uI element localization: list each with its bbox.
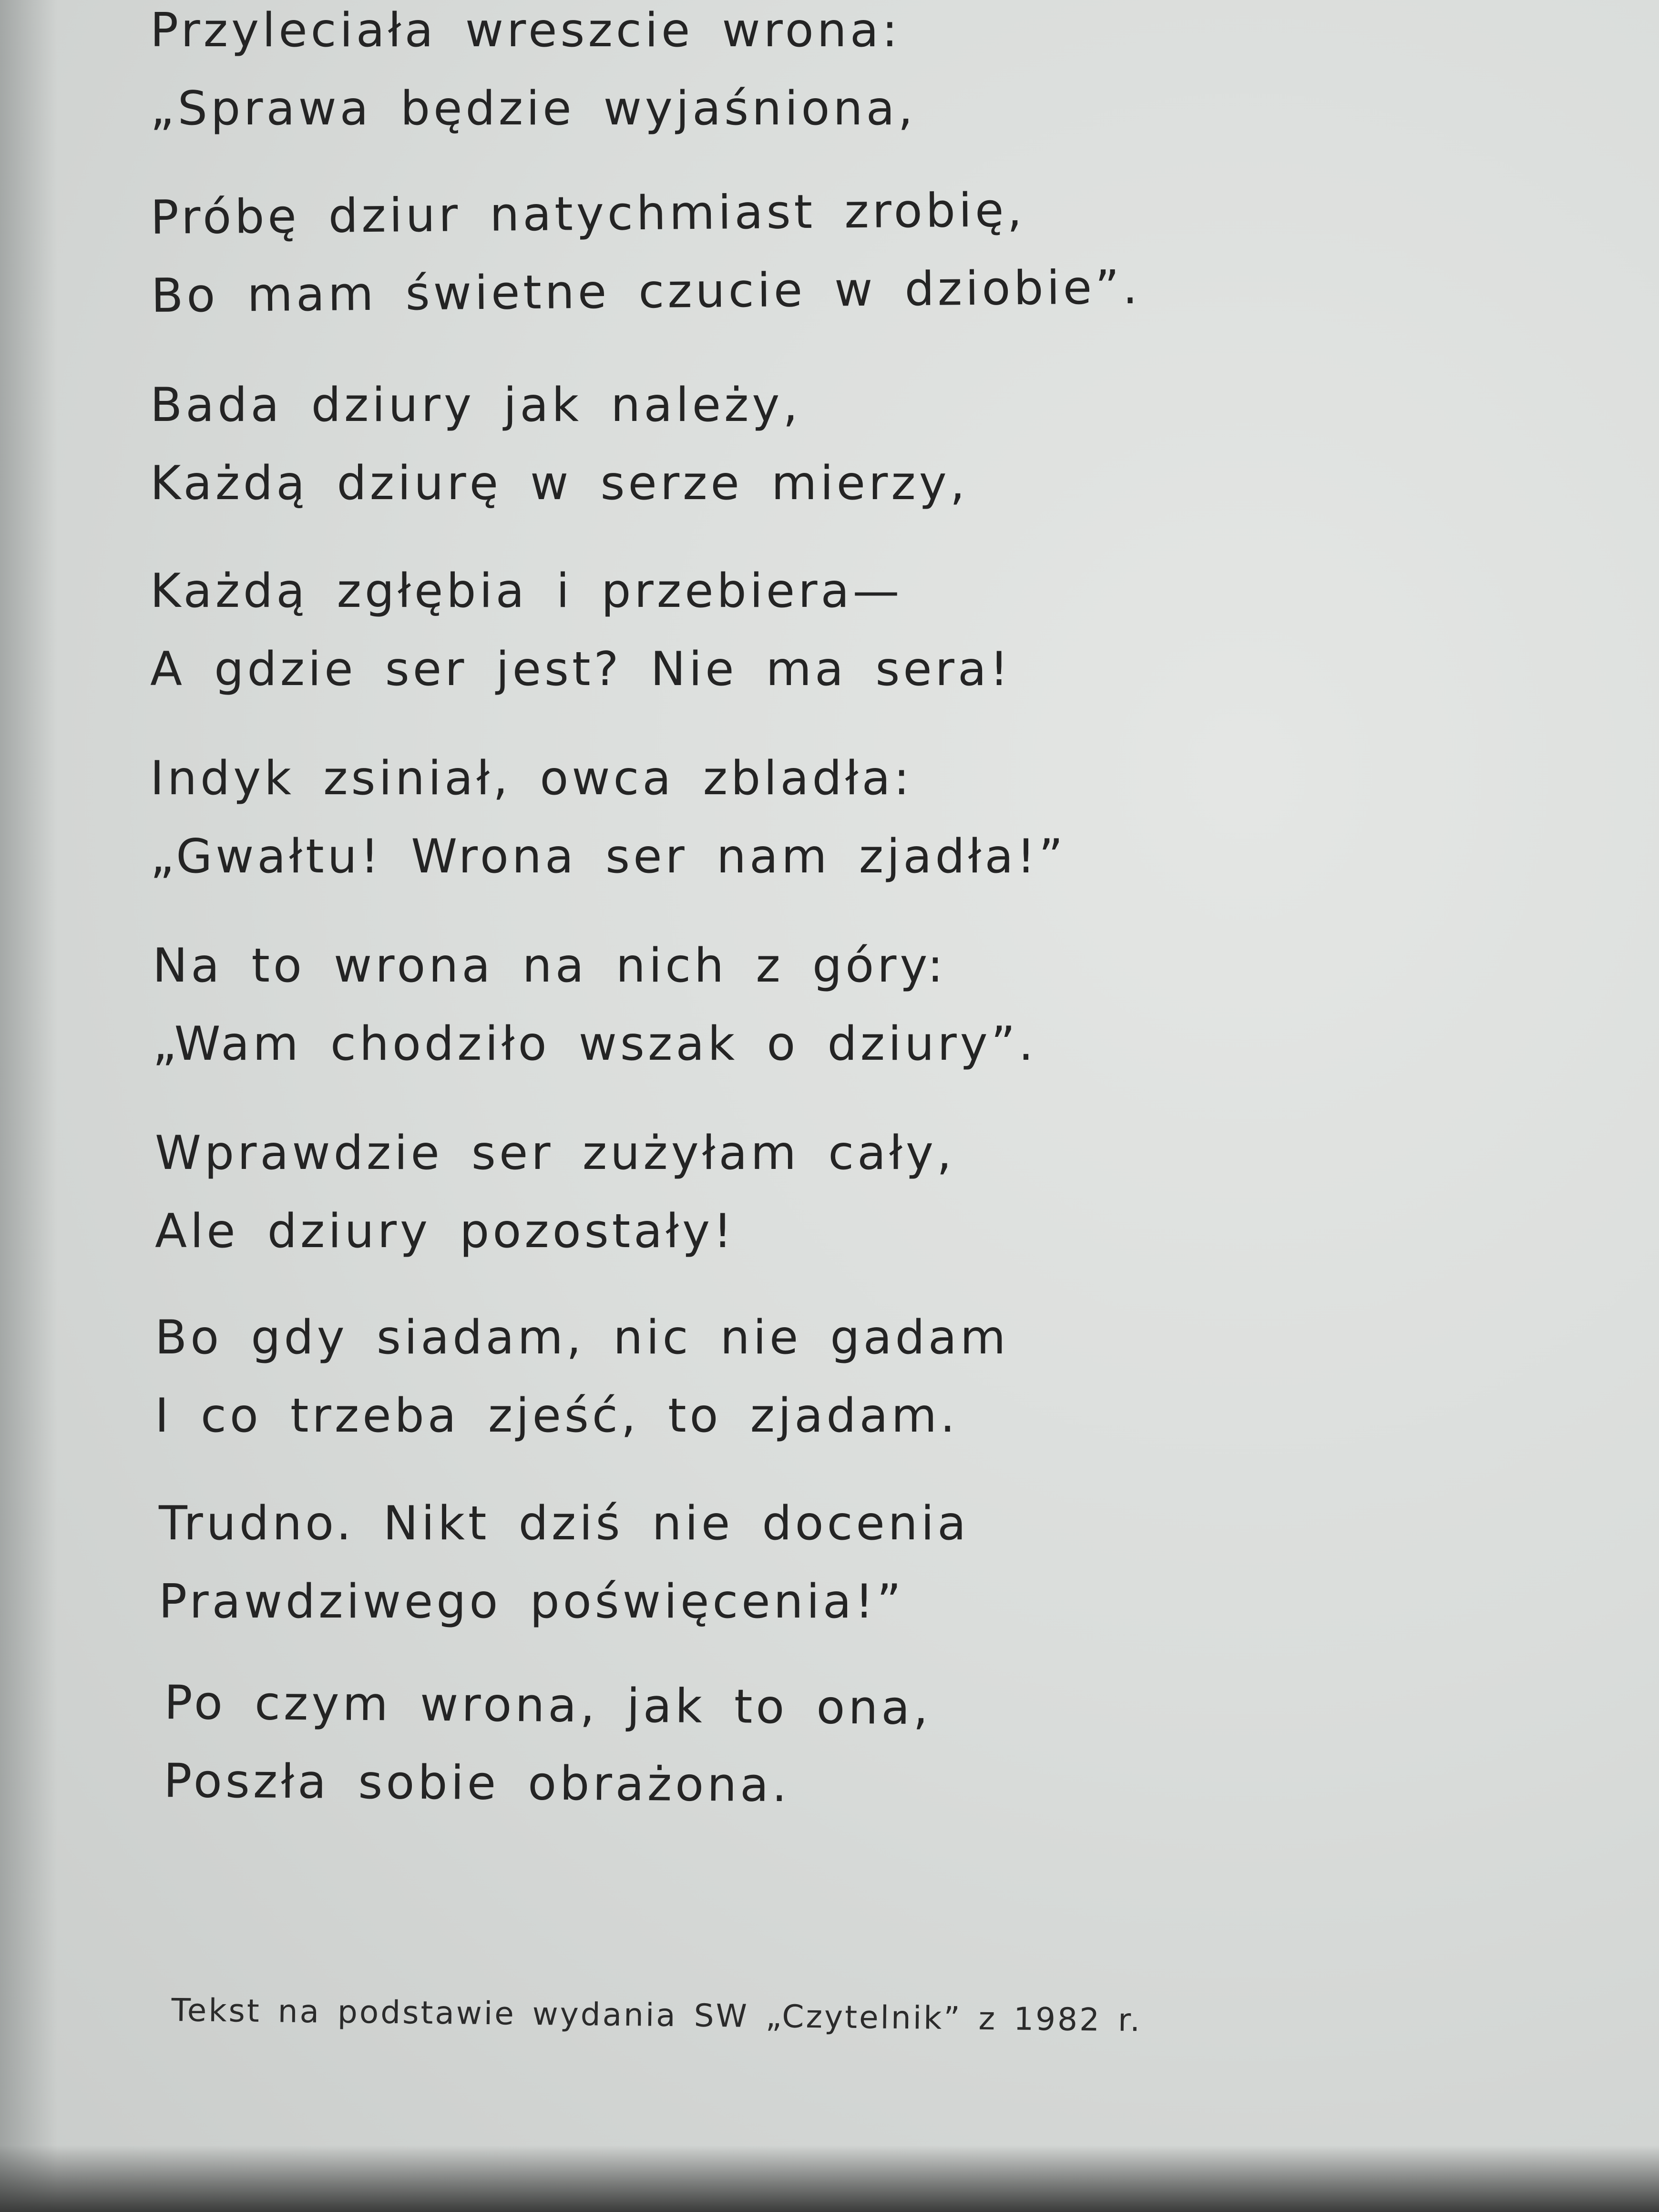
stanza-8 — [155, 1299, 1442, 1455]
poem-line: I co trzeba zjeść, to zjadam. — [155, 1389, 959, 1443]
poem-line: Prawdziwego poświęcenia!” — [159, 1575, 905, 1629]
poem-line: Bada dziury jak należy, — [150, 378, 801, 432]
poem-line: Każdą dziurę w serze mierzy, — [150, 456, 968, 511]
poem-line: „Wam chodziło wszak o dziury”. — [153, 1017, 1037, 1071]
poem-line: Indyk zsiniał, owca zbladła: — [150, 751, 913, 806]
poem-line: Trudno. Nikt dziś nie docenia — [159, 1496, 970, 1551]
stanza-7 — [155, 1114, 1442, 1270]
poem-line: „Sprawa będzie wyjaśniona, — [150, 82, 916, 136]
stanza-6 — [153, 927, 1440, 1083]
poem-line: Przyleciała wreszcie wrona: — [150, 3, 901, 58]
poem-line: Ale dziury pozostały! — [155, 1204, 736, 1259]
stanza-1 — [150, 0, 1437, 148]
stanza-9 — [159, 1485, 1446, 1641]
stanza-2 — [150, 167, 1439, 335]
poem-line: Na to wrona na nich z góry: — [153, 939, 947, 993]
poem-line: Poszła sobie obrażona. — [163, 1753, 790, 1813]
stanza-10 — [164, 1664, 1452, 1829]
stanza-3 — [150, 366, 1437, 522]
page-bottom-shadow — [0, 2145, 1659, 2212]
poem-line: Po czym wrona, jak to ona, — [164, 1675, 932, 1736]
poem-line: Próbę dziur natychmiast zrobię, — [150, 183, 1026, 245]
poem-line: A gdzie ser jest? Nie ma sera! — [150, 642, 1012, 696]
poem-line: „Gwałtu! Wrona ser nam zjadła!” — [150, 830, 1066, 884]
edition-credit: Tekst na podstawie wydania SW „Czytelnik” z 1982 r. — [171, 1992, 1142, 2039]
poem-line: Bo gdy siadam, nic nie gadam — [155, 1311, 1009, 1365]
stanza-5 — [150, 739, 1437, 896]
stanza-4 — [150, 552, 1437, 708]
poem-line: Wprawdzie ser zużyłam cały, — [155, 1126, 955, 1180]
poem-line: Bo mam świetne czucie w dziobie”. — [151, 260, 1141, 323]
poem-line: Każdą zgłębia i przebiera— — [150, 564, 903, 618]
page-edge-shadow — [0, 0, 57, 2212]
